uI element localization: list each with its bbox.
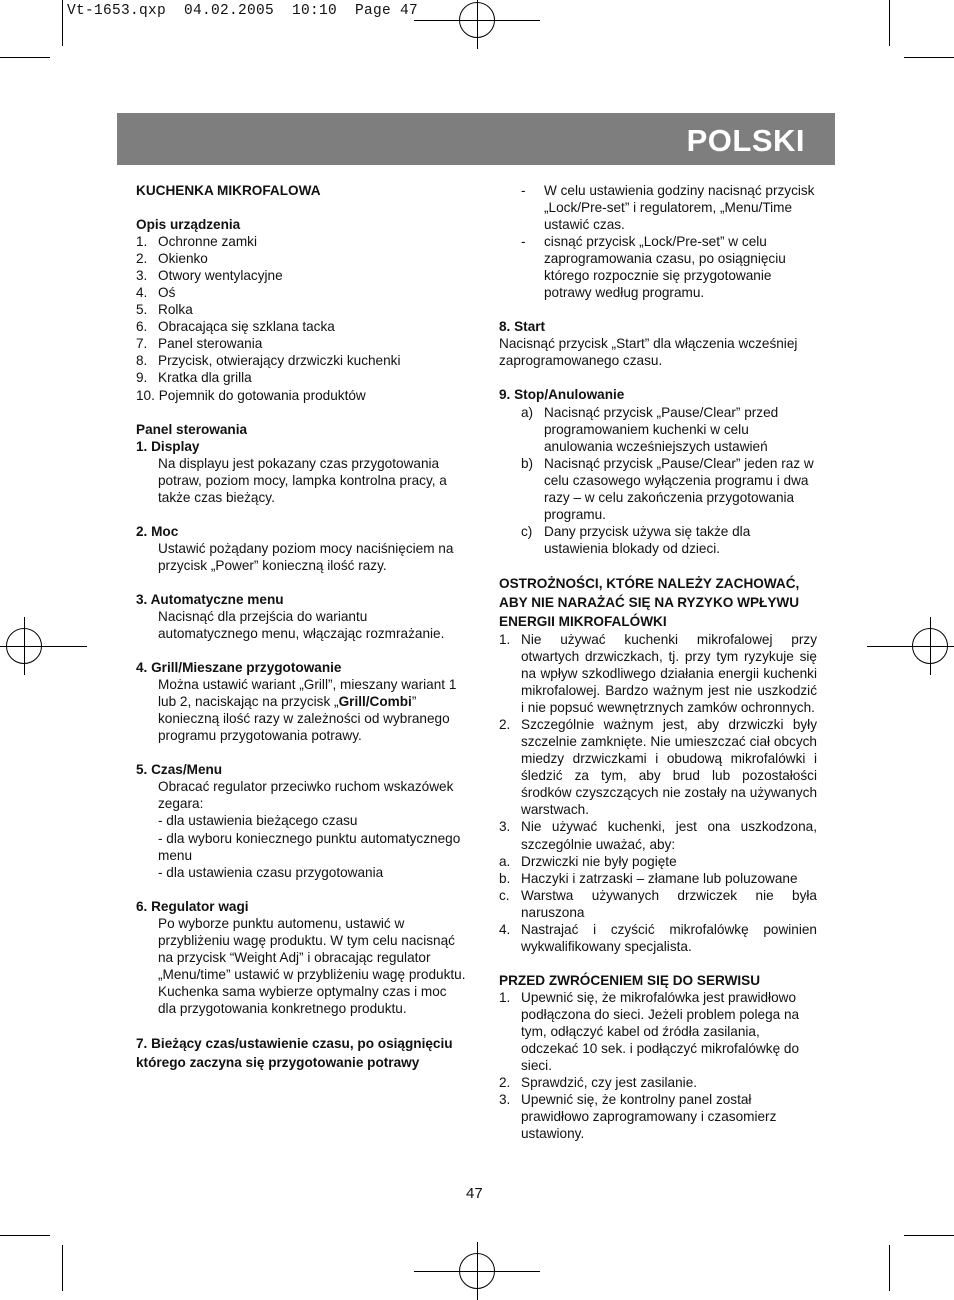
page-number: 47 — [466, 1185, 483, 1202]
list-item: 1. Ochronne zamki — [136, 234, 257, 250]
list-item: 9. Kratka dla grilla — [136, 370, 252, 386]
registration-mark-bottom — [459, 1253, 495, 1289]
start-heading: 8. Start — [499, 319, 546, 335]
list-item: a. Drzwiczki nie były pogięte — [499, 853, 677, 869]
list-item: 2. Sprawdzić, czy jest zasilanie. — [499, 1075, 698, 1091]
grill-heading: 4. Grill/Mieszane przygotowanie — [136, 660, 342, 676]
weight-text: Po wyborze punktu automenu, ustawić w przybliżeniu wagę produktu. W tym celu nacisnąć na przycisk “Weight Adj” i obracając regulator „Menu/time” ustawić w przybliżeniu wagę produktu. Kuchenka sama wybierze optymalny czas i moc dla przygotowania konkretnego produktu. — [158, 915, 466, 1016]
grill-text: Można ustawić wariant „Grill”, mieszany wariant 1 lub 2, naciskając na przycisk „Grill/Combi” konieczną ilość razy w zależności od wybranego programu przygotowania potrawy. — [158, 677, 457, 744]
list-item: c) Dany przycisk używa się także dla ustawienia blokady od dzieci. — [521, 523, 751, 556]
weight-heading: 6. Regulator wagi — [136, 898, 249, 914]
list-item: 6. Obracająca się szklana tacka — [136, 319, 335, 335]
registration-mark-left — [6, 628, 42, 664]
list-item: 3. Otwory wentylacyjne — [136, 268, 283, 284]
list-item: b) Nacisnąć przycisk „Pause/Clear” jeden raz w celu czasowego wyłączenia programu i dwa razy – w celu zakończenia przygotowania programu. — [521, 455, 814, 522]
list-item: b. Haczyki i zatrzaski – złamane lub poluzowane — [499, 870, 798, 886]
warning-heading: OSTROŻNOŚCI, KTÓRE NALEŻY ZACHOWAĆ, ABY NIE NARAŻAĆ SIĘ NA RYZYKO WPŁYWU ENERGII MIKROFALÓWKI — [499, 575, 800, 629]
list-item: 8. Przycisk, otwierający drzwiczki kuchenki — [136, 353, 401, 369]
list-item: 10. Pojemnik do gotowania produktów — [136, 387, 366, 403]
power-heading: 2. Moc — [136, 523, 179, 539]
list-item: 1. Upewnić się, że mikrofalówka jest prawidłowo podłączona do sieci. Jeżeli problem polega na tym, odłączyć kabel od źródła zasilania, odczekać 10 sek. i podłączyć mikrofalówkę do sieci. — [499, 989, 800, 1074]
description-list — [136, 233, 466, 403]
stop-heading: 9. Stop/Anulowanie — [499, 387, 625, 403]
list-item: 7. Panel sterowania — [136, 336, 263, 352]
list-item: 3. Nie używać kuchenki, jest ona uszkodzona, szczególnie uważać, aby: — [499, 819, 817, 852]
description-heading: Opis urządzenia — [136, 217, 241, 233]
auto-menu-text: Nacisnąć dla przejścia do wariantu automatycznego menu, włączając rozmrażanie. — [158, 608, 445, 642]
registration-mark-top — [459, 2, 495, 38]
list-item: 1. Nie używać kuchenki mikrofalowej przy otwartych drzwiczkach, tj. przy tym ryzykuje się na wpływ szkodliwego działania energii kuchenki mikrofalowej. Bardzo ważnym jest nie uszkodzić i nie popsuć wewnętrznych zamków ochronnych. — [499, 631, 817, 716]
right-column — [499, 182, 817, 1142]
service-heading: PRZED ZWRÓCENIEM SIĘ DO SERWISU — [499, 972, 761, 988]
time-menu-text: Obracać regulator przeciwko ruchom wskazówek zegara: - dla ustawienia bieżącego czasu - dla wyboru koniecznego punktu automatycznego menu - dla ustawienia czasu przygotowania — [158, 779, 461, 880]
panel-heading: Panel sterowania — [136, 421, 248, 437]
auto-menu-heading: 3. Automatyczne menu — [136, 591, 284, 607]
file-slug: Vt-1653.qxp 04.02.2005 10:10 Page 47 — [67, 3, 419, 19]
clock-heading: 7. Bieżący czas/ustawienie czasu, po osiągnięciu którego zaczyna się przygotowanie potrawy — [136, 1035, 453, 1070]
list-item: a) Nacisnąć przycisk „Pause/Clear” przed programowaniem kuchenki w celu anulowania wcześniejszych ustawień — [521, 404, 779, 454]
list-item: 2. Szczególnie ważnym jest, aby drzwiczki były szczelnie zamknięte. Nie umieszczać ciał obcych miedzy drzwiczkami i obudową mikrofalówki i śledzić za tym, aby brud lub pozostałości środków czyszczących nie zostały na używanych warstwach. — [499, 717, 817, 818]
section-title: KUCHENKA MIKROFALOWA — [136, 183, 321, 198]
banner-title: POLSKI — [686, 123, 805, 158]
list-item: c. Warstwa używanych drzwiczek nie była naruszona — [499, 887, 817, 920]
display-text: Na displayu jest pokazany czas przygotowania potraw, poziom mocy, lampka kontrolna pracy, a także czas bieżący. — [158, 455, 447, 505]
left-column — [136, 182, 466, 1072]
list-item: 2. Okienko — [136, 251, 208, 267]
registration-mark-right — [912, 628, 948, 664]
list-item: 5. Rolka — [136, 302, 193, 318]
time-menu-heading: 5. Czas/Menu — [136, 762, 223, 778]
start-text: Nacisnąć przycisk „Start” dla włączenia wcześniej zaprogramowanego czasu. — [499, 336, 798, 369]
list-item: 3. Upewnić się, że kontrolny panel został prawidłowo zaprogramowany i czasomierz ustawiony. — [499, 1092, 777, 1142]
list-item: 4. Nastrajać i czyścić mikrofalówkę powinien wykwalifikowany specjalista. — [499, 921, 817, 954]
list-item: - W celu ustawienia godziny nacisnąć przycisk „Lock/Pre-set” i regulatorem, „Menu/Time ustawić czas. — [521, 183, 815, 233]
power-text: Ustawić pożądany poziom mocy naciśnięciem na przycisk „Power” konieczną ilość razy. — [158, 540, 454, 573]
list-item: 4. Oś — [136, 285, 176, 301]
list-item: - cisnąć przycisk „Lock/Pre-set” w celu zaprogramowania czasu, po osiągnięciu którego rozpocznie się przygotowanie potrawy według programu. — [521, 234, 786, 301]
grill-combi-label: Grill/Combi — [338, 694, 412, 710]
display-heading: 1. Display — [136, 438, 200, 454]
language-banner — [117, 113, 835, 165]
